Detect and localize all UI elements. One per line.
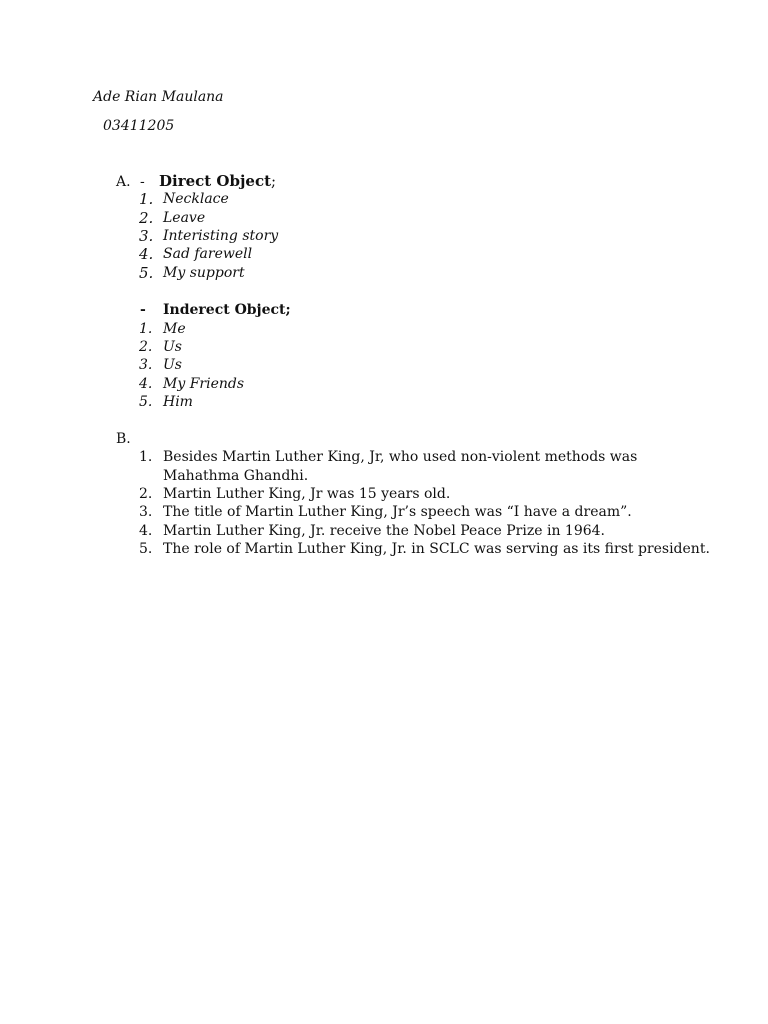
direct-object-title: Direct Object	[159, 172, 272, 190]
answer-number: 2.	[139, 486, 153, 502]
answer-text: Martin Luther King, Jr was 15 years old.	[163, 486, 451, 502]
direct-item-text: Leave	[163, 210, 206, 226]
direct-object-heading	[159, 172, 276, 190]
answer-text: Besides Martin Luther King, Jr, who used non-violent methods was	[163, 449, 638, 465]
indirect-item-text: Me	[163, 321, 186, 337]
direct-item-text: My support	[163, 265, 245, 281]
indirect-item-text: Us	[163, 357, 182, 373]
direct-object-dash: -	[140, 174, 145, 190]
answer-text: The title of Martin Luther King, Jr’s speech was “I have a dream”.	[163, 504, 632, 520]
direct-item-number: 2.	[139, 209, 154, 227]
student-id: 03411205	[103, 118, 175, 134]
indirect-item-number: 4.	[139, 376, 153, 392]
indirect-item-number: 5.	[139, 394, 153, 410]
section-b-marker: B.	[116, 431, 131, 447]
direct-item-number: 1.	[139, 190, 154, 208]
indirect-item-number: 3.	[139, 357, 153, 373]
indirect-item-text: My Friends	[163, 376, 245, 392]
answer-number: 5.	[139, 541, 153, 557]
answer-number: 3.	[139, 504, 153, 520]
indirect-object-title: Inderect Object;	[163, 302, 291, 318]
section-a-marker: A.	[116, 174, 131, 190]
indirect-object-dash: -	[140, 302, 146, 318]
direct-item-text: Necklace	[163, 191, 229, 207]
indirect-item-number: 1.	[139, 321, 153, 337]
direct-item-number: 5.	[139, 264, 154, 282]
answer-number: 1.	[139, 449, 153, 465]
answer-text-continued: Mahathma Ghandhi.	[163, 468, 309, 484]
answer-text: The role of Martin Luther King, Jr. in SCLC was serving as its first president.	[163, 541, 710, 557]
direct-object-suffix: ;	[271, 172, 277, 190]
indirect-item-number: 2.	[139, 339, 153, 355]
direct-item-text: Sad farewell	[163, 246, 253, 262]
indirect-item-text: Him	[163, 394, 193, 410]
author-name: Ade Rian Maulana	[93, 89, 224, 105]
answer-number: 4.	[139, 523, 153, 539]
direct-item-number: 4.	[139, 245, 154, 263]
answer-text: Martin Luther King, Jr. receive the Nobel Peace Prize in 1964.	[163, 523, 605, 539]
indirect-item-text: Us	[163, 339, 182, 355]
direct-item-number: 3.	[139, 227, 154, 245]
direct-item-text: Interisting story	[163, 228, 279, 244]
